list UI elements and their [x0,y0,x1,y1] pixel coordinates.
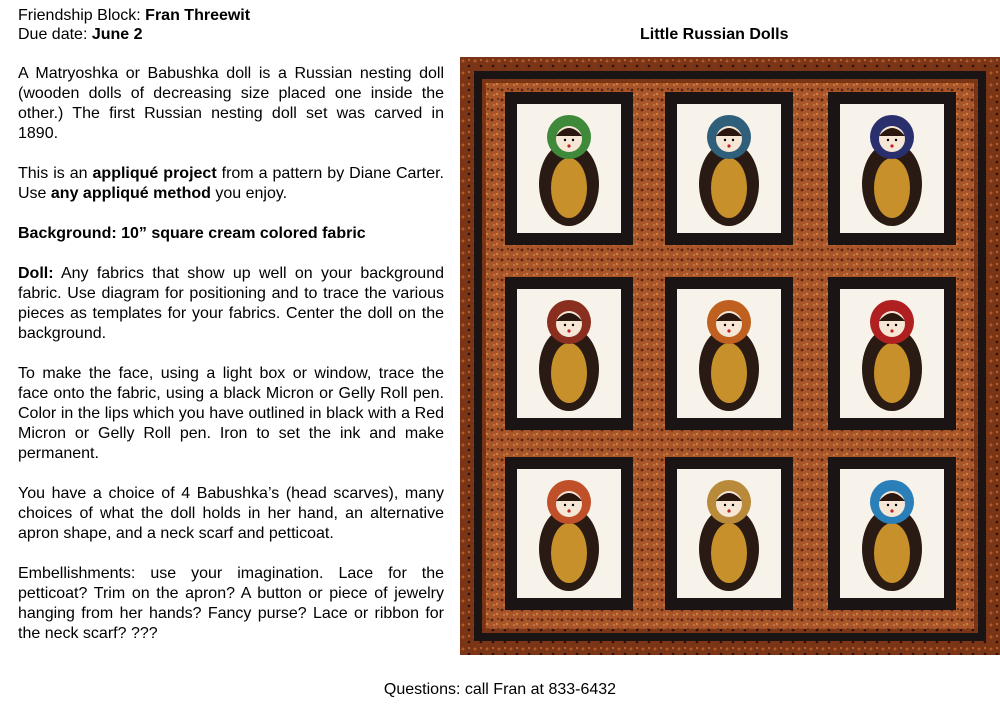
doll-block [505,277,633,430]
doll-apron [874,158,910,218]
doll-lips [727,509,730,512]
doll-apron [551,158,587,218]
doll-lips [567,509,570,512]
doll-block [665,277,793,430]
doll-eye [732,504,734,506]
doll-apron [874,523,910,583]
doll-eye [572,139,574,141]
doll-lips [567,329,570,332]
doll-eye [732,139,734,141]
doll-block [505,92,633,245]
doll-eye [887,139,889,141]
doll-apron [551,343,587,403]
doll-eye [724,504,726,506]
doll-lips [890,329,893,332]
doll-apron [874,343,910,403]
doll-apron [711,158,747,218]
doll-lips [567,144,570,147]
project-paragraph: This is an appliqué project from a pattern by Diane Carter. Use any appliqué method you enjoy. [18,165,444,202]
doll-eye [887,504,889,506]
doll-block [828,277,956,430]
doll-eye [895,504,897,506]
block-header [18,6,250,25]
doll-eye [732,324,734,326]
choices-paragraph: You have a choice of 4 Babushka’s (head scarves), many choices of what the doll holds in her hand, an alternative apron shape, and a neck scarf and petticoat. [18,485,444,542]
doll-lips [727,329,730,332]
doll-lips [890,509,893,512]
doll-eye [572,504,574,506]
doll-block [505,457,633,610]
intro-paragraph: A Matryoshka or Babushka doll is a Russian nesting doll (wooden dolls of decreasing size placed one inside the other.) The first Russian nesting doll set was carved in 1890. [18,65,444,142]
doll-paragraph: Doll: Any fabrics that show up well on your background fabric. Use diagram for positioning and to trace the various pieces as templates for your fabrics. Center the doll on the background. [18,265,444,342]
doll-block [665,92,793,245]
doll-eye [572,324,574,326]
embellishments-paragraph: Embellishments: use your imagination. Lace for the petticoat? Trim on the apron? A button or piece of jewelry hanging from her hands? Fancy purse? Lace or ribbon for the neck scarf? ??? [18,565,444,642]
footer-contact: Questions: call Fran at 833-6432 [383,681,617,698]
face-paragraph: To make the face, using a light box or window, trace the face onto the fabric, using a black Micron or Gelly Roll pen. Color in the lips which you have outlined in black with a Red Micron or Gelly Roll pen. Iron to set the ink and make permanent. [18,365,444,462]
background-paragraph: Background: 10” square cream colored fabric [18,225,366,242]
doll-lips [890,144,893,147]
doll-eye [887,324,889,326]
doll-eye [895,139,897,141]
instructions [18,64,444,664]
doll-eye [564,324,566,326]
doll-block [828,92,956,245]
doll-block [665,457,793,610]
doll-apron [551,523,587,583]
maker-name: Fran Threewit [145,7,251,24]
doll-apron [711,523,747,583]
doll-blocks [505,92,956,610]
doll-eye [895,324,897,326]
block-label: Friendship Block: [18,7,146,24]
doll-block [828,457,956,610]
doll-eye [564,504,566,506]
due-label: Due date: [18,26,92,43]
doll-eye [724,139,726,141]
quilt-title: Little Russian Dolls [640,26,789,43]
doll-eye [724,324,726,326]
quilt-photo [460,57,1000,655]
doll-apron [711,343,747,403]
doll-eye [564,139,566,141]
due-date: June 2 [91,26,143,43]
due-date-line [18,25,143,44]
doll-lips [727,144,730,147]
